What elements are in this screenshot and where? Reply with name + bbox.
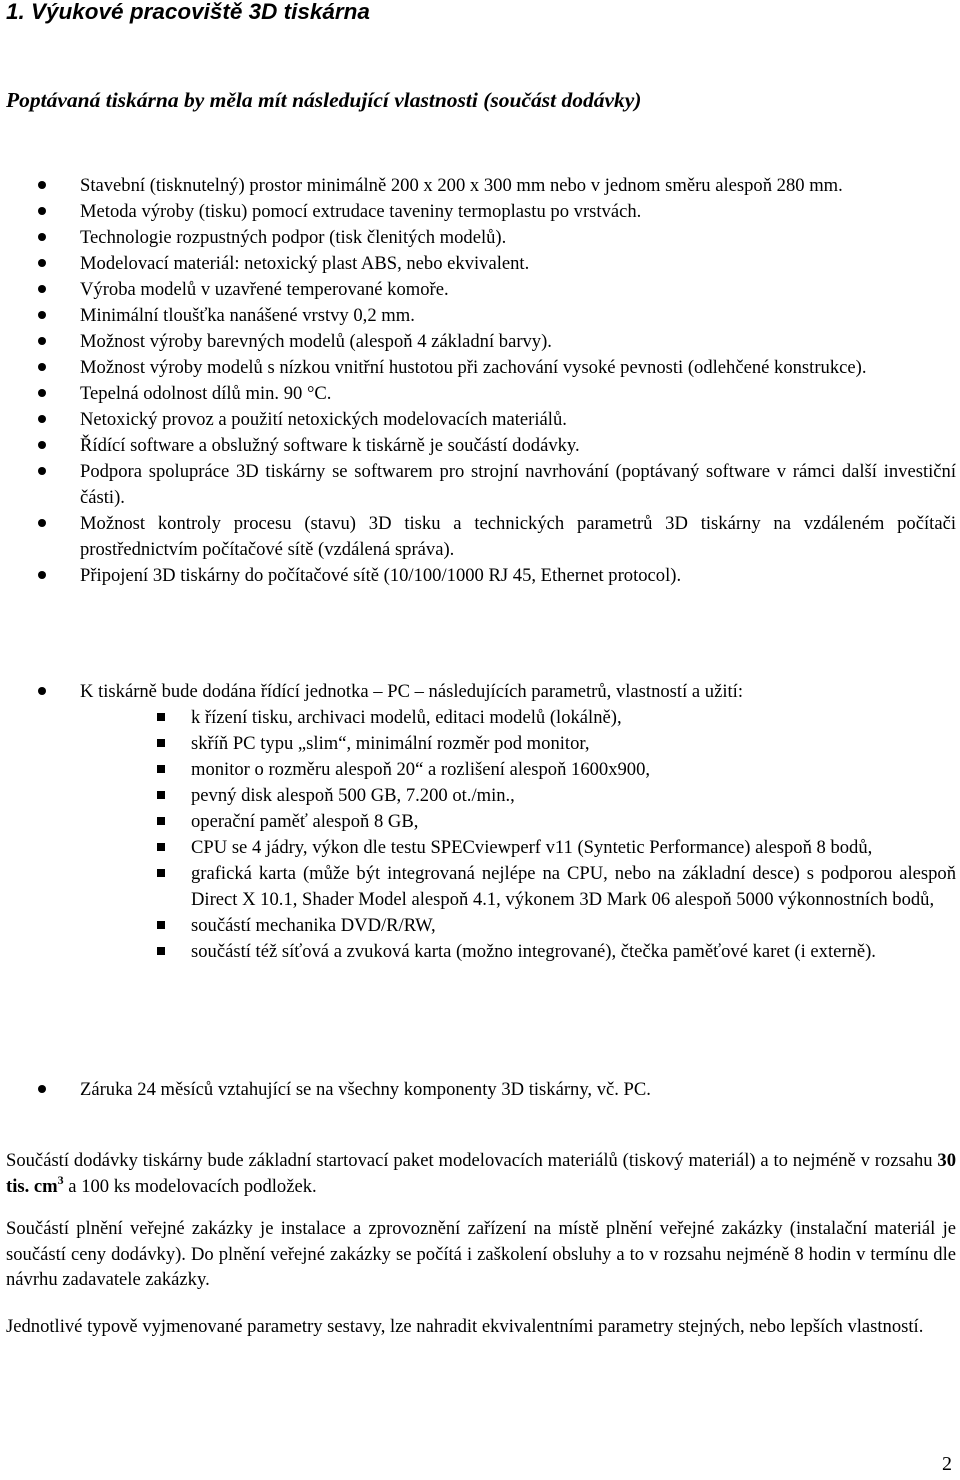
materials-paragraph bbox=[6, 1148, 956, 1199]
pc-spec-list bbox=[0, 679, 960, 965]
bullet-dot-icon bbox=[38, 519, 46, 527]
feature-text: Modelovací materiál: netoxický plast ABS, nebo ekvivalent. bbox=[80, 253, 530, 274]
bullet-dot-icon bbox=[38, 363, 46, 371]
bullet-dot-icon bbox=[38, 181, 46, 189]
pc-subitem bbox=[0, 939, 960, 965]
pc-subitem bbox=[0, 757, 960, 783]
equivalents-paragraph: Jednotlivé typově vyjmenované parametry sestavy, lze nahradit ekvivalentními parametry stejných, nebo lepších vlastností. bbox=[6, 1316, 924, 1337]
pc-subitem-text: pevný disk alespoň 500 GB, 7.200 ot./min., bbox=[191, 785, 515, 806]
feature-text: Netoxický provoz a použití netoxických modelovacích materiálů. bbox=[80, 409, 567, 430]
feature-item bbox=[0, 251, 960, 277]
pc-subitem bbox=[0, 861, 960, 913]
square-bullet-icon bbox=[157, 765, 165, 773]
warranty-text: Záruka 24 měsíců vztahující se na všechny komponenty 3D tiskárny, vč. PC. bbox=[80, 1079, 651, 1100]
square-bullet-icon bbox=[157, 791, 165, 799]
bullet-dot-icon bbox=[38, 389, 46, 397]
feature-text: Připojení 3D tiskárny do počítačové sítě (10/100/1000 RJ 45, Ethernet protocol). bbox=[80, 565, 682, 586]
feature-item bbox=[0, 459, 960, 511]
bullet-dot-icon bbox=[38, 571, 46, 579]
feature-text: Minimální tloušťka nanášené vrstvy 0,2 mm. bbox=[80, 305, 415, 326]
bullet-dot-icon bbox=[38, 337, 46, 345]
materials-amount: 30 tis. cm bbox=[6, 1150, 956, 1197]
pc-subitem-text: grafická karta (může být integrovaná nejlépe na CPU, nebo na základní desce) s podporou alespoň Direct X 10.1, Shader Model alespoň 4.1, výkonem 3D Mark 06 alespoň 5000 výkonnostních bodů, bbox=[191, 863, 956, 910]
feature-text: Možnost výroby barevných modelů (alespoň 4 základní barvy). bbox=[80, 331, 552, 352]
materials-unit-superscript: 3 bbox=[57, 1172, 64, 1187]
pc-spec-item bbox=[0, 679, 960, 965]
bullet-dot-icon bbox=[38, 233, 46, 241]
square-bullet-icon bbox=[157, 739, 165, 747]
feature-item bbox=[0, 225, 960, 251]
feature-text: Podpora spolupráce 3D tiskárny se softwarem pro strojní navrhování (poptávaný software v rámci další investiční části). bbox=[80, 461, 956, 508]
pc-subitem-text: CPU se 4 jádry, výkon dle testu SPECviewperf v11 (Syntetic Performance) alespoň 8 bodů, bbox=[191, 837, 873, 858]
feature-item bbox=[0, 511, 960, 563]
square-bullet-icon bbox=[157, 817, 165, 825]
feature-item bbox=[0, 277, 960, 303]
pc-subitem-text: součástí též síťová a zvuková karta (možno integrované), čtečka paměťové karet (i externě). bbox=[191, 941, 876, 962]
feature-item bbox=[0, 433, 960, 459]
feature-item bbox=[0, 381, 960, 407]
pc-subitem bbox=[0, 809, 960, 835]
feature-item bbox=[0, 199, 960, 225]
section-heading: 1. Výukové pracoviště 3D tiskárna bbox=[6, 0, 370, 24]
feature-item bbox=[0, 303, 960, 329]
bullet-dot-icon bbox=[38, 285, 46, 293]
square-bullet-icon bbox=[157, 921, 165, 929]
feature-text: Řídící software a obslužný software k tiskárně je součástí dodávky. bbox=[80, 435, 580, 456]
warranty-list bbox=[0, 1077, 960, 1103]
subsection-heading: Poptávaná tiskárna by měla mít následující vlastnosti (součást dodávky) bbox=[6, 88, 642, 112]
feature-text: Tepelná odolnost dílů min. 90 °C. bbox=[80, 383, 332, 404]
feature-list bbox=[0, 173, 960, 589]
pc-subitem bbox=[0, 913, 960, 939]
square-bullet-icon bbox=[157, 713, 165, 721]
pc-subitem bbox=[0, 705, 960, 731]
square-bullet-icon bbox=[157, 843, 165, 851]
bullet-dot-icon bbox=[38, 207, 46, 215]
warranty-item bbox=[0, 1077, 960, 1103]
feature-text: Možnost výroby modelů s nízkou vnitřní hustotou při zachování vysoké pevnosti (odlehčené konstrukce). bbox=[80, 357, 867, 378]
materials-text-end: a 100 ks modelovacích podložek. bbox=[63, 1175, 317, 1197]
square-bullet-icon bbox=[157, 947, 165, 955]
square-bullet-icon bbox=[157, 869, 165, 877]
feature-item bbox=[0, 563, 960, 589]
pc-subitem-text: součástí mechanika DVD/R/RW, bbox=[191, 915, 436, 936]
page-number: 2 bbox=[942, 1453, 952, 1475]
feature-text: Výroba modelů v uzavřené temperované komoře. bbox=[80, 279, 449, 300]
materials-text: Součástí dodávky tiskárny bude základní startovací paket modelovacích materiálů (tiskový materiál) a to nejméně v rozsahu bbox=[6, 1150, 938, 1171]
bullet-dot-icon bbox=[38, 467, 46, 475]
pc-subitem-text: monitor o rozměru alespoň 20“ a rozlišení alespoň 1600x900, bbox=[191, 759, 651, 780]
pc-subitems bbox=[0, 705, 960, 965]
feature-item bbox=[0, 329, 960, 355]
feature-item bbox=[0, 407, 960, 433]
bullet-dot-icon bbox=[38, 311, 46, 319]
pc-subitem bbox=[0, 783, 960, 809]
installation-paragraph: Součástí plnění veřejné zakázky je instalace a zprovoznění zařízení na místě plnění veřejné zakázky (instalační materiál je součástí ceny dodávky). Do plnění veřejné zakázky se počítá i zaškolení obsluhy a to v rozsahu nejméně 8 hodin v termínu dle návrhu zadavatele zakázky. bbox=[6, 1218, 956, 1290]
feature-item bbox=[0, 173, 960, 199]
feature-item bbox=[0, 355, 960, 381]
bullet-dot-icon bbox=[38, 441, 46, 449]
bullet-dot-icon bbox=[38, 259, 46, 267]
pc-subitem-text: operační paměť alespoň 8 GB, bbox=[191, 811, 419, 832]
pc-subitem-text: k řízení tisku, archivaci modelů, editaci modelů (lokálně), bbox=[191, 707, 622, 728]
feature-text: Technologie rozpustných podpor (tisk členitých modelů). bbox=[80, 227, 507, 248]
feature-text: Stavební (tisknutelný) prostor minimálně 200 x 200 x 300 mm nebo v jednom směru alespoň 280 mm. bbox=[80, 175, 843, 196]
pc-subitem-text: skříň PC typu „slim“, minimální rozměr pod monitor, bbox=[191, 733, 590, 754]
bullet-dot-icon bbox=[38, 415, 46, 423]
feature-text: Možnost kontroly procesu (stavu) 3D tisku a technických parametrů 3D tiskárny na vzdáleném počítači prostřednictvím počítačové sítě (vzdálená správa). bbox=[80, 513, 956, 560]
pc-intro-text: K tiskárně bude dodána řídící jednotka – PC – následujících parametrů, vlastností a užití: bbox=[80, 681, 744, 702]
bullet-dot-icon bbox=[38, 1085, 46, 1093]
bullet-dot-icon bbox=[38, 687, 46, 695]
feature-text: Metoda výroby (tisku) pomocí extrudace taveniny termoplastu po vrstvách. bbox=[80, 201, 642, 222]
pc-subitem bbox=[0, 731, 960, 757]
pc-subitem bbox=[0, 835, 960, 861]
